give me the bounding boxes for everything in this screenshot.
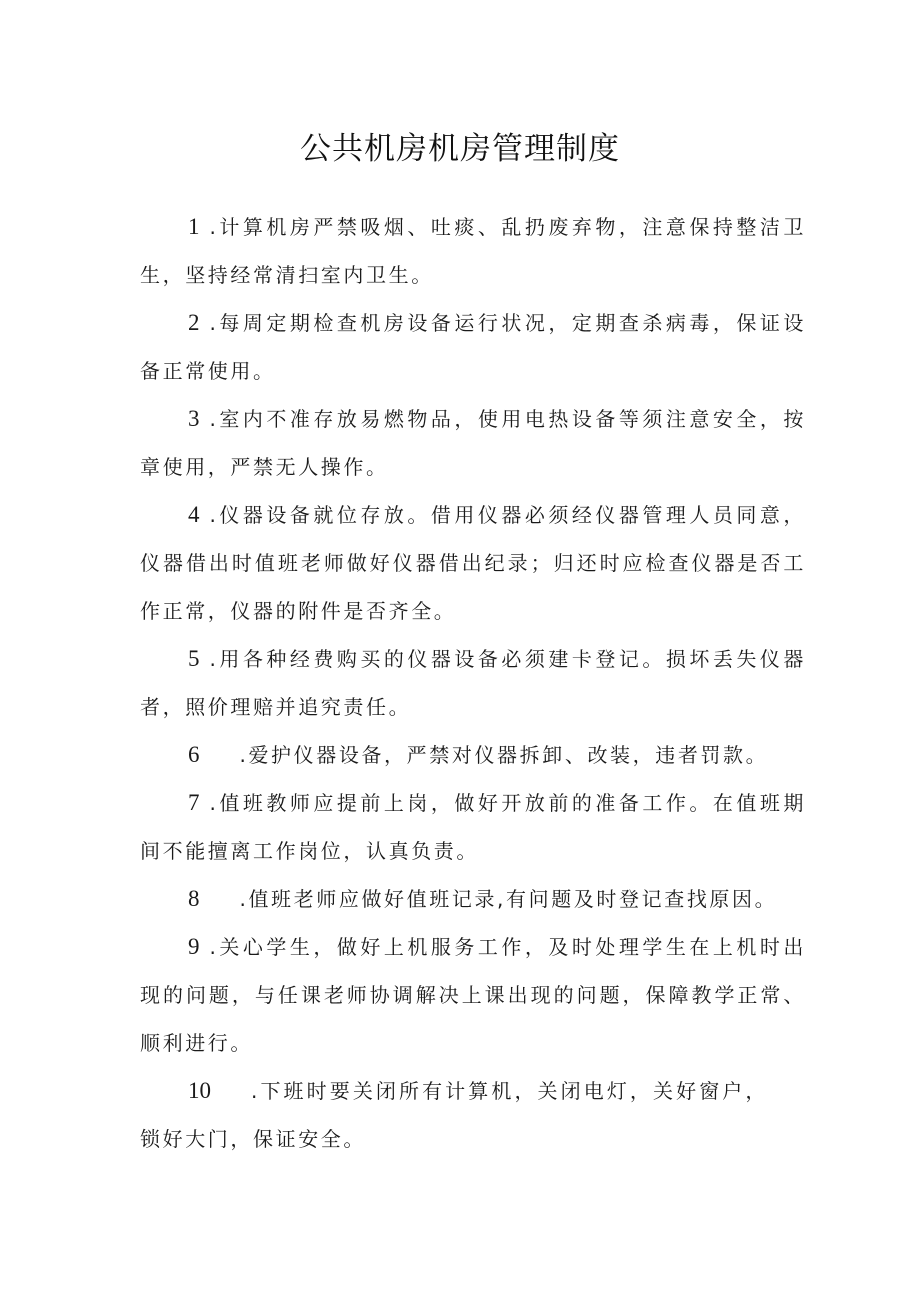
item-text: .爱护仪器设备，严禁对仪器拆卸、改装，违者罚款。 [239, 743, 769, 767]
item-text: .下班时要关闭所有计算机，关闭电灯，关好窗户，锁好大门，保证安全。 [140, 1079, 768, 1151]
list-item [140, 731, 806, 779]
item-text: .值班老师应做好值班记录,有问题及时登记查找原因。 [239, 887, 778, 911]
item-number: 4 [188, 502, 200, 527]
item-number: 1 [188, 214, 200, 239]
item-text: .用各种经费购买的仪器设备必须建卡登记。损坏丢失仪器者，照价理赔并追究责任。 [140, 647, 806, 719]
item-number: 8 [188, 886, 200, 911]
item-text: .仪器设备就位存放。借用仪器必须经仪器管理人员同意，仪器借出时值班老师做好仪器借出纪录；归还时应检查仪器是否工作正常，仪器的附件是否齐全。 [140, 503, 806, 623]
item-text: .计算机房严禁吸烟、吐痰、乱扔废弃物，注意保持整洁卫生，坚持经常清扫室内卫生。 [140, 215, 806, 287]
item-number: 10 [188, 1078, 211, 1103]
item-text: .室内不准存放易燃物品，使用电热设备等须注意安全，按章使用，严禁无人操作。 [140, 407, 806, 479]
item-text: .值班教师应提前上岗，做好开放前的准备工作。在值班期间不能擅离工作岗位，认真负责。 [140, 791, 806, 863]
item-number: 3 [188, 406, 200, 431]
item-text: .每周定期检查机房设备运行状况，定期查杀病毒，保证设备正常使用。 [140, 311, 806, 383]
list-item [140, 491, 806, 635]
list-item [140, 1067, 768, 1163]
item-number: 5 [188, 646, 200, 671]
list-item [140, 875, 806, 923]
page-title: 公共机房机房管理制度 [300, 131, 620, 167]
list-item [140, 779, 806, 875]
item-number: 6 [188, 742, 200, 767]
item-number: 2 [188, 310, 200, 335]
item-text: .关心学生，做好上机服务工作，及时处理学生在上机时出现的问题，与任课老师协调解决上课出现的问题，保障教学正常、顺利进行。 [140, 935, 806, 1055]
list-item [140, 203, 806, 299]
list-item [140, 923, 806, 1067]
item-number: 9 [188, 934, 200, 959]
list-item [140, 635, 806, 731]
item-number: 7 [188, 790, 200, 815]
list-item [140, 299, 806, 395]
rules-list [140, 203, 806, 1163]
list-item [140, 395, 806, 491]
